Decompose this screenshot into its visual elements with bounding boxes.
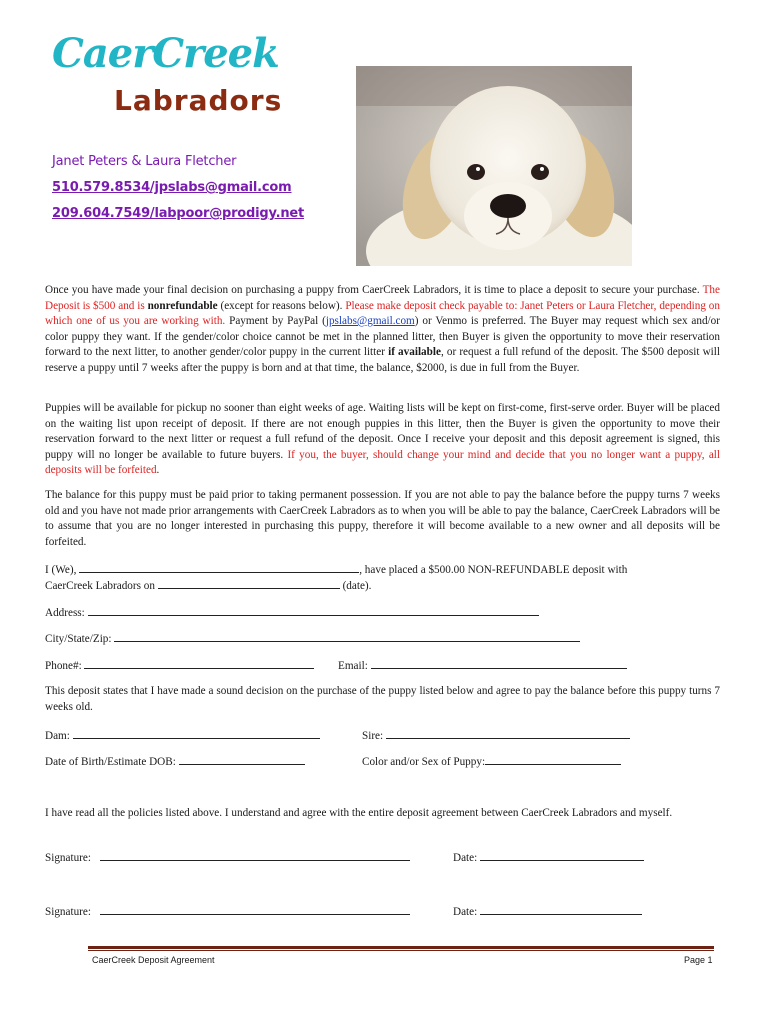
signature-line-2[interactable] — [100, 903, 410, 915]
para1-text-d: (except for reasons below). — [217, 299, 346, 312]
signature-row-2 — [45, 903, 410, 920]
contact-line-1[interactable]: 510.579.8534/jpslabs@gmail.com — [52, 180, 292, 195]
balance-paragraph: The balance for this puppy must be paid prior to taking permanent possession. If you are not able to pay the balance before the puppy turns 7 weeks old and you have not made prior arrangements with CaerCreek Labradors as to when you will be able to pay the balance, CaerCreek Labradors will be to assume that you are no longer interested in purchasing this puppy, therefore it will become available to a new owner and all deposits will be forfeited. — [45, 489, 720, 548]
address-row — [45, 604, 539, 621]
dob-label: Date of Birth/Estimate DOB: — [45, 756, 176, 768]
color-sex-row — [362, 753, 621, 770]
deposit-date-line[interactable] — [158, 577, 340, 589]
para1-text-f: Payment by PayPal ( — [225, 315, 326, 327]
email-line[interactable] — [371, 657, 627, 669]
deposit-statement-label: , have placed a $500.00 NON-REFUNDABLE deposit with — [359, 564, 628, 576]
email-label: Email: — [338, 660, 368, 672]
logo-labradors: Labradors — [114, 84, 283, 117]
signature-row-1 — [45, 849, 410, 866]
city-row — [45, 630, 580, 647]
city-state-zip-line[interactable] — [114, 630, 580, 642]
email-row — [338, 657, 627, 674]
signature-label-2: Signature: — [45, 906, 91, 918]
date-row-2 — [453, 903, 642, 920]
date-label-2: Date: — [453, 906, 478, 918]
check-payable-text: Please make deposit check payable to: Janet Peters or Laura Fletcher, depending on which one of us you are working with. — [45, 299, 720, 327]
sire-line[interactable] — [386, 727, 630, 739]
sound-decision-statement: This deposit states that I have made a sound decision on the purchase of the puppy listed below and agree to pay the balance before this puppy turns 7 weeks old. — [45, 685, 720, 713]
color-sex-line[interactable] — [485, 753, 621, 765]
footer-rule-thin — [88, 950, 714, 951]
agreement-statement: I have read all the policies listed above. I understand and agree with the entire deposit agreement between CaerCreek Labradors and myself. — [45, 807, 673, 819]
para1-text-a: Once you have made your final decision on purchasing a puppy from CaerCreek Labradors, it is time to place a deposit to secure your purchase. — [45, 284, 703, 296]
footer-rule — [88, 946, 714, 949]
dam-label: Dam: — [45, 730, 70, 742]
deposit-terms-paragraph — [45, 283, 720, 376]
deposit-amount-text: The Deposit is $500 and is — [45, 284, 720, 312]
city-state-zip-label: City/State/Zip: — [45, 633, 112, 645]
we-field-row — [45, 561, 627, 578]
dam-line[interactable] — [73, 727, 320, 739]
paypal-email-link[interactable]: jpslabs@gmail.com — [325, 315, 415, 327]
contact-line-2[interactable]: 209.604.7549/labpoor@prodigy.net — [52, 206, 305, 221]
pickup-waitlist-paragraph — [45, 401, 720, 479]
address-line[interactable] — [88, 604, 539, 616]
signature-line-1[interactable] — [100, 849, 410, 861]
breeder-names: Janet Peters & Laura Fletcher — [52, 154, 237, 169]
dob-line[interactable] — [179, 753, 305, 765]
date-suffix-label: (date). — [339, 580, 372, 592]
para1-text-j: , or request a full refund of the deposit. The $500 deposit will reserve a puppy until 7 weeks after the puppy is born and at that time, the balance, $2000, is due in full from the Buyer. — [45, 346, 720, 374]
dam-row — [45, 727, 320, 744]
date-line-1[interactable] — [480, 849, 644, 861]
logo-caercreek: CaerCreek — [52, 30, 279, 77]
signature-label-1: Signature: — [45, 852, 91, 864]
puppy-photo — [356, 66, 632, 266]
phone-row — [45, 657, 314, 674]
buyer-name-line[interactable] — [79, 561, 359, 573]
deposit-date-label: CaerCreek Labradors on — [45, 580, 158, 592]
date-line-2[interactable] — [480, 903, 642, 915]
footer-title: CaerCreek Deposit Agreement — [92, 955, 215, 965]
address-label: Address: — [45, 607, 85, 619]
page-number: Page 1 — [684, 955, 713, 965]
phone-line[interactable] — [84, 657, 314, 669]
if-available-text: if available — [388, 346, 441, 358]
para2-text-c: . — [156, 464, 160, 476]
color-sex-label: Color and/or Sex of Puppy: — [362, 756, 486, 768]
sire-label: Sire: — [362, 730, 384, 742]
sire-row — [362, 727, 630, 744]
para2-text-a: Puppies will be available for pickup no sooner than eight weeks of age. Waiting lists will be kept on first-come, first-serve order. Buyer will be placed on the waiting list upon receipt of deposit. If there are not enough puppies in this litter, then the Buyer is given the opportunity to move their reservation forward to the next litter or request a full refund of the deposit. Once I receive your deposit and this deposit agreement is signed, this puppy will no longer be available to future buyers. — [45, 402, 720, 461]
para1-text-h: ) or Venmo is preferred. The Buyer may request which sex and/or color puppy they want. If the gender/color choice cannot be met in the planned litter, then Buyer is given the opportunity to move their reservation forward to the next litter, to another gender/color puppy in the current litter — [45, 315, 720, 358]
we-label: I (We), — [45, 564, 80, 576]
forfeit-warning-text: If you, the buyer, should change your mind and decide that you no longer want a puppy, all deposits will be forfeited — [45, 448, 720, 476]
nonrefundable-text: nonrefundable — [147, 299, 218, 312]
phone-label: Phone#: — [45, 660, 82, 672]
deposit-date-row — [45, 577, 371, 594]
date-row-1 — [453, 849, 644, 866]
date-label-1: Date: — [453, 852, 478, 864]
dob-row — [45, 753, 305, 770]
